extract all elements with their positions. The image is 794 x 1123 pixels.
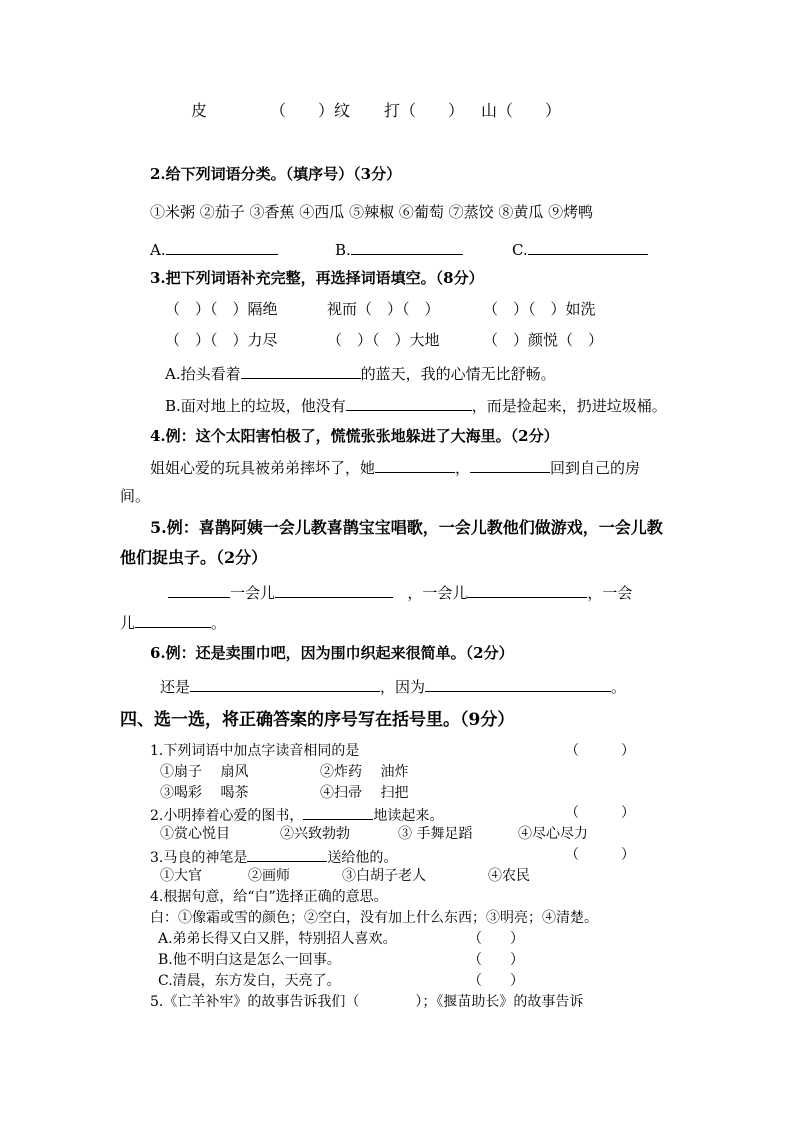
s4-q3-pre: 3.马良的神笔是 xyxy=(150,850,248,866)
s4-q2-opt-1: ①赏心悦目 xyxy=(160,826,230,842)
q5-end: 。 xyxy=(211,614,227,632)
top-word-1: 皮 xyxy=(191,101,208,120)
q3-idiom-4: （ ）（ ）力尽 xyxy=(165,331,278,349)
s4-q3-post: 送给他的。 xyxy=(327,850,398,866)
q3-sa-post: 的蓝天，我的心情无比舒畅。 xyxy=(360,365,556,383)
s4-q4-c: C.清晨，东方发白，天亮了。 xyxy=(158,973,341,989)
q2-blank-c[interactable] xyxy=(528,238,648,255)
q5-w1: 一会儿 xyxy=(230,584,276,602)
q2-label-b: B. xyxy=(335,241,351,259)
q4-post: 回到自己的房 xyxy=(550,459,641,477)
s4-q4-b: B.他不明白这是怎么一回事。 xyxy=(158,952,341,968)
q3-idiom-3: （ ）（ ）如洗 xyxy=(483,300,596,318)
q6-end: 。 xyxy=(611,678,627,696)
s4-q3-opt-2: ②画师 xyxy=(248,868,290,884)
s4-q4: 4.根据句意，给“白”选择正确的意思。 xyxy=(150,889,388,905)
q3-sentence-a xyxy=(165,362,556,384)
q5-title-line-2: 他们捉虫子。（2分） xyxy=(120,548,268,567)
s4-q1-opt-4: ④扫帚 扫把 xyxy=(320,785,409,801)
s4-q3-blank[interactable] xyxy=(247,845,327,862)
q6-answer xyxy=(160,675,626,697)
s4-q1-paren: （ ） xyxy=(565,743,635,759)
s4-q3-opt-3: ③白胡子老人 xyxy=(342,868,426,884)
q5-title-line-1: 5.例：喜鹊阿姨一会儿教喜鹊宝宝唱歌，一会儿教他们做游戏，一会儿教 xyxy=(150,518,663,537)
q4-blank-1[interactable] xyxy=(375,456,455,473)
q4-continuation: 间。 xyxy=(120,487,151,505)
q5-blank-3[interactable] xyxy=(467,581,587,598)
s4-q4-b-paren: （ ） xyxy=(468,952,524,968)
q3-idiom-6: （ ）颜悦（ ） xyxy=(483,331,604,349)
q5-blank-4[interactable] xyxy=(135,611,211,628)
s4-q5: 5.《亡羊补牢》的故事告诉我们（ ）；《揠苗助长》的故事告诉 xyxy=(150,994,584,1010)
q3-title: 3.把下列词语补充完整，再选择词语填空。（8分） xyxy=(150,269,484,287)
s4-q4-a-paren: （ ） xyxy=(468,931,524,947)
q2-blank-b[interactable] xyxy=(351,238,463,255)
q2-answer-b xyxy=(335,238,463,260)
q4-pre: 姐姐心爱的玩具被弟弟摔坏了，她 xyxy=(150,459,376,477)
s4-q2-opt-3: ③ 手舞足蹈 xyxy=(398,826,473,842)
q6-blank-1[interactable] xyxy=(190,675,380,692)
s4-q3-opt-4: ④农民 xyxy=(488,868,530,884)
q6-pre: 还是 xyxy=(160,678,191,696)
s4-q2-pre: 2.小明捧着心爱的图书， xyxy=(150,808,304,824)
q3-sa-pre: A.抬头看着 xyxy=(165,365,241,383)
s4-q1-opt-1: ①扇子 扇风 xyxy=(160,764,249,780)
q5-w4: 儿 xyxy=(120,614,136,632)
q4-sentence xyxy=(150,456,640,478)
top-word-4: 山（ ） xyxy=(481,101,562,120)
q6-mid: ，因为 xyxy=(380,678,426,696)
s4-q1: 1.下列词语中加点字读音相同的是 xyxy=(150,743,360,759)
s4-q4-c-paren: （ ） xyxy=(468,973,524,989)
s4-q2-post: 地读起来。 xyxy=(373,808,444,824)
q4-mid: ， xyxy=(455,459,471,477)
s4-q3-opt-1: ①大官 xyxy=(160,868,202,884)
q4-title: 4.例：这个太阳害怕极了，慌慌张张地躲进了大海里。（2分） xyxy=(150,427,559,445)
q3-sb-post: ，而是捡起来，扔进垃圾桶。 xyxy=(471,397,667,415)
q2-label-c: C. xyxy=(512,241,528,259)
q5-w3: ，一会 xyxy=(587,584,633,602)
s4-q3 xyxy=(150,845,397,868)
q5-blank-1[interactable] xyxy=(168,581,230,598)
s4-q4-a: A.弟弟长得又白又胖，特别招人喜欢。 xyxy=(158,931,397,947)
q5-w2: ，一会儿 xyxy=(407,584,468,602)
s4-q1-opt-2: ②炸药 油炸 xyxy=(320,764,409,780)
top-word-2: （ ）纹 xyxy=(270,101,351,120)
q2-label-a: A. xyxy=(150,241,166,259)
q3-blank-a[interactable] xyxy=(241,362,361,379)
top-word-3: 打（ ） xyxy=(384,101,465,120)
s4-q2-opt-4: ④尽心尽力 xyxy=(518,826,588,842)
q3-idiom-2: 视而（ ）（ ） xyxy=(327,300,440,318)
q4-blank-2[interactable] xyxy=(470,456,550,473)
q3-sb-pre: B.面对地上的垃圾，他没有 xyxy=(165,397,346,415)
s4-q2-paren: （ ） xyxy=(565,805,635,821)
section-4-title: 四、选一选，将正确答案的序号写在括号里。（9分） xyxy=(120,710,515,730)
q2-items: ①米粥 ②茄子 ③香蕉 ④西瓜 ⑤辣椒 ⑥葡萄 ⑦蒸饺 ⑧黄瓜 ⑨烤鸭 xyxy=(150,203,594,221)
q3-idiom-5: （ ）（ ）大地 xyxy=(327,331,440,349)
q5-answer-line-2 xyxy=(120,611,226,633)
s4-q3-paren: （ ） xyxy=(565,847,635,863)
s4-q1-opt-3: ③喝彩 喝茶 xyxy=(160,785,249,801)
q3-blank-b[interactable] xyxy=(346,394,472,411)
q3-sentence-b xyxy=(165,394,667,416)
q2-answer-c xyxy=(512,238,648,260)
s4-q4-definitions: 白：①像霜或雪的颜色；②空白，没有加上什么东西；③明亮；④清楚。 xyxy=(150,910,598,926)
q5-answer-line xyxy=(168,581,632,603)
q3-idiom-1: （ ）（ ）隔绝 xyxy=(165,300,278,318)
s4-q2-blank[interactable] xyxy=(303,803,373,820)
q2-title: 2.给下列词语分类。（填序号）（3分） xyxy=(150,165,402,183)
q6-blank-2[interactable] xyxy=(425,675,611,692)
q2-blank-a[interactable] xyxy=(166,238,278,255)
q2-answer-a xyxy=(150,238,278,260)
q6-title: 6.例：还是卖围巾吧，因为围巾织起来很简单。（2分） xyxy=(150,644,514,662)
q5-blank-2[interactable] xyxy=(275,581,393,598)
s4-q2-opt-2: ②兴致勃勃 xyxy=(280,826,350,842)
s4-q2 xyxy=(150,803,443,826)
